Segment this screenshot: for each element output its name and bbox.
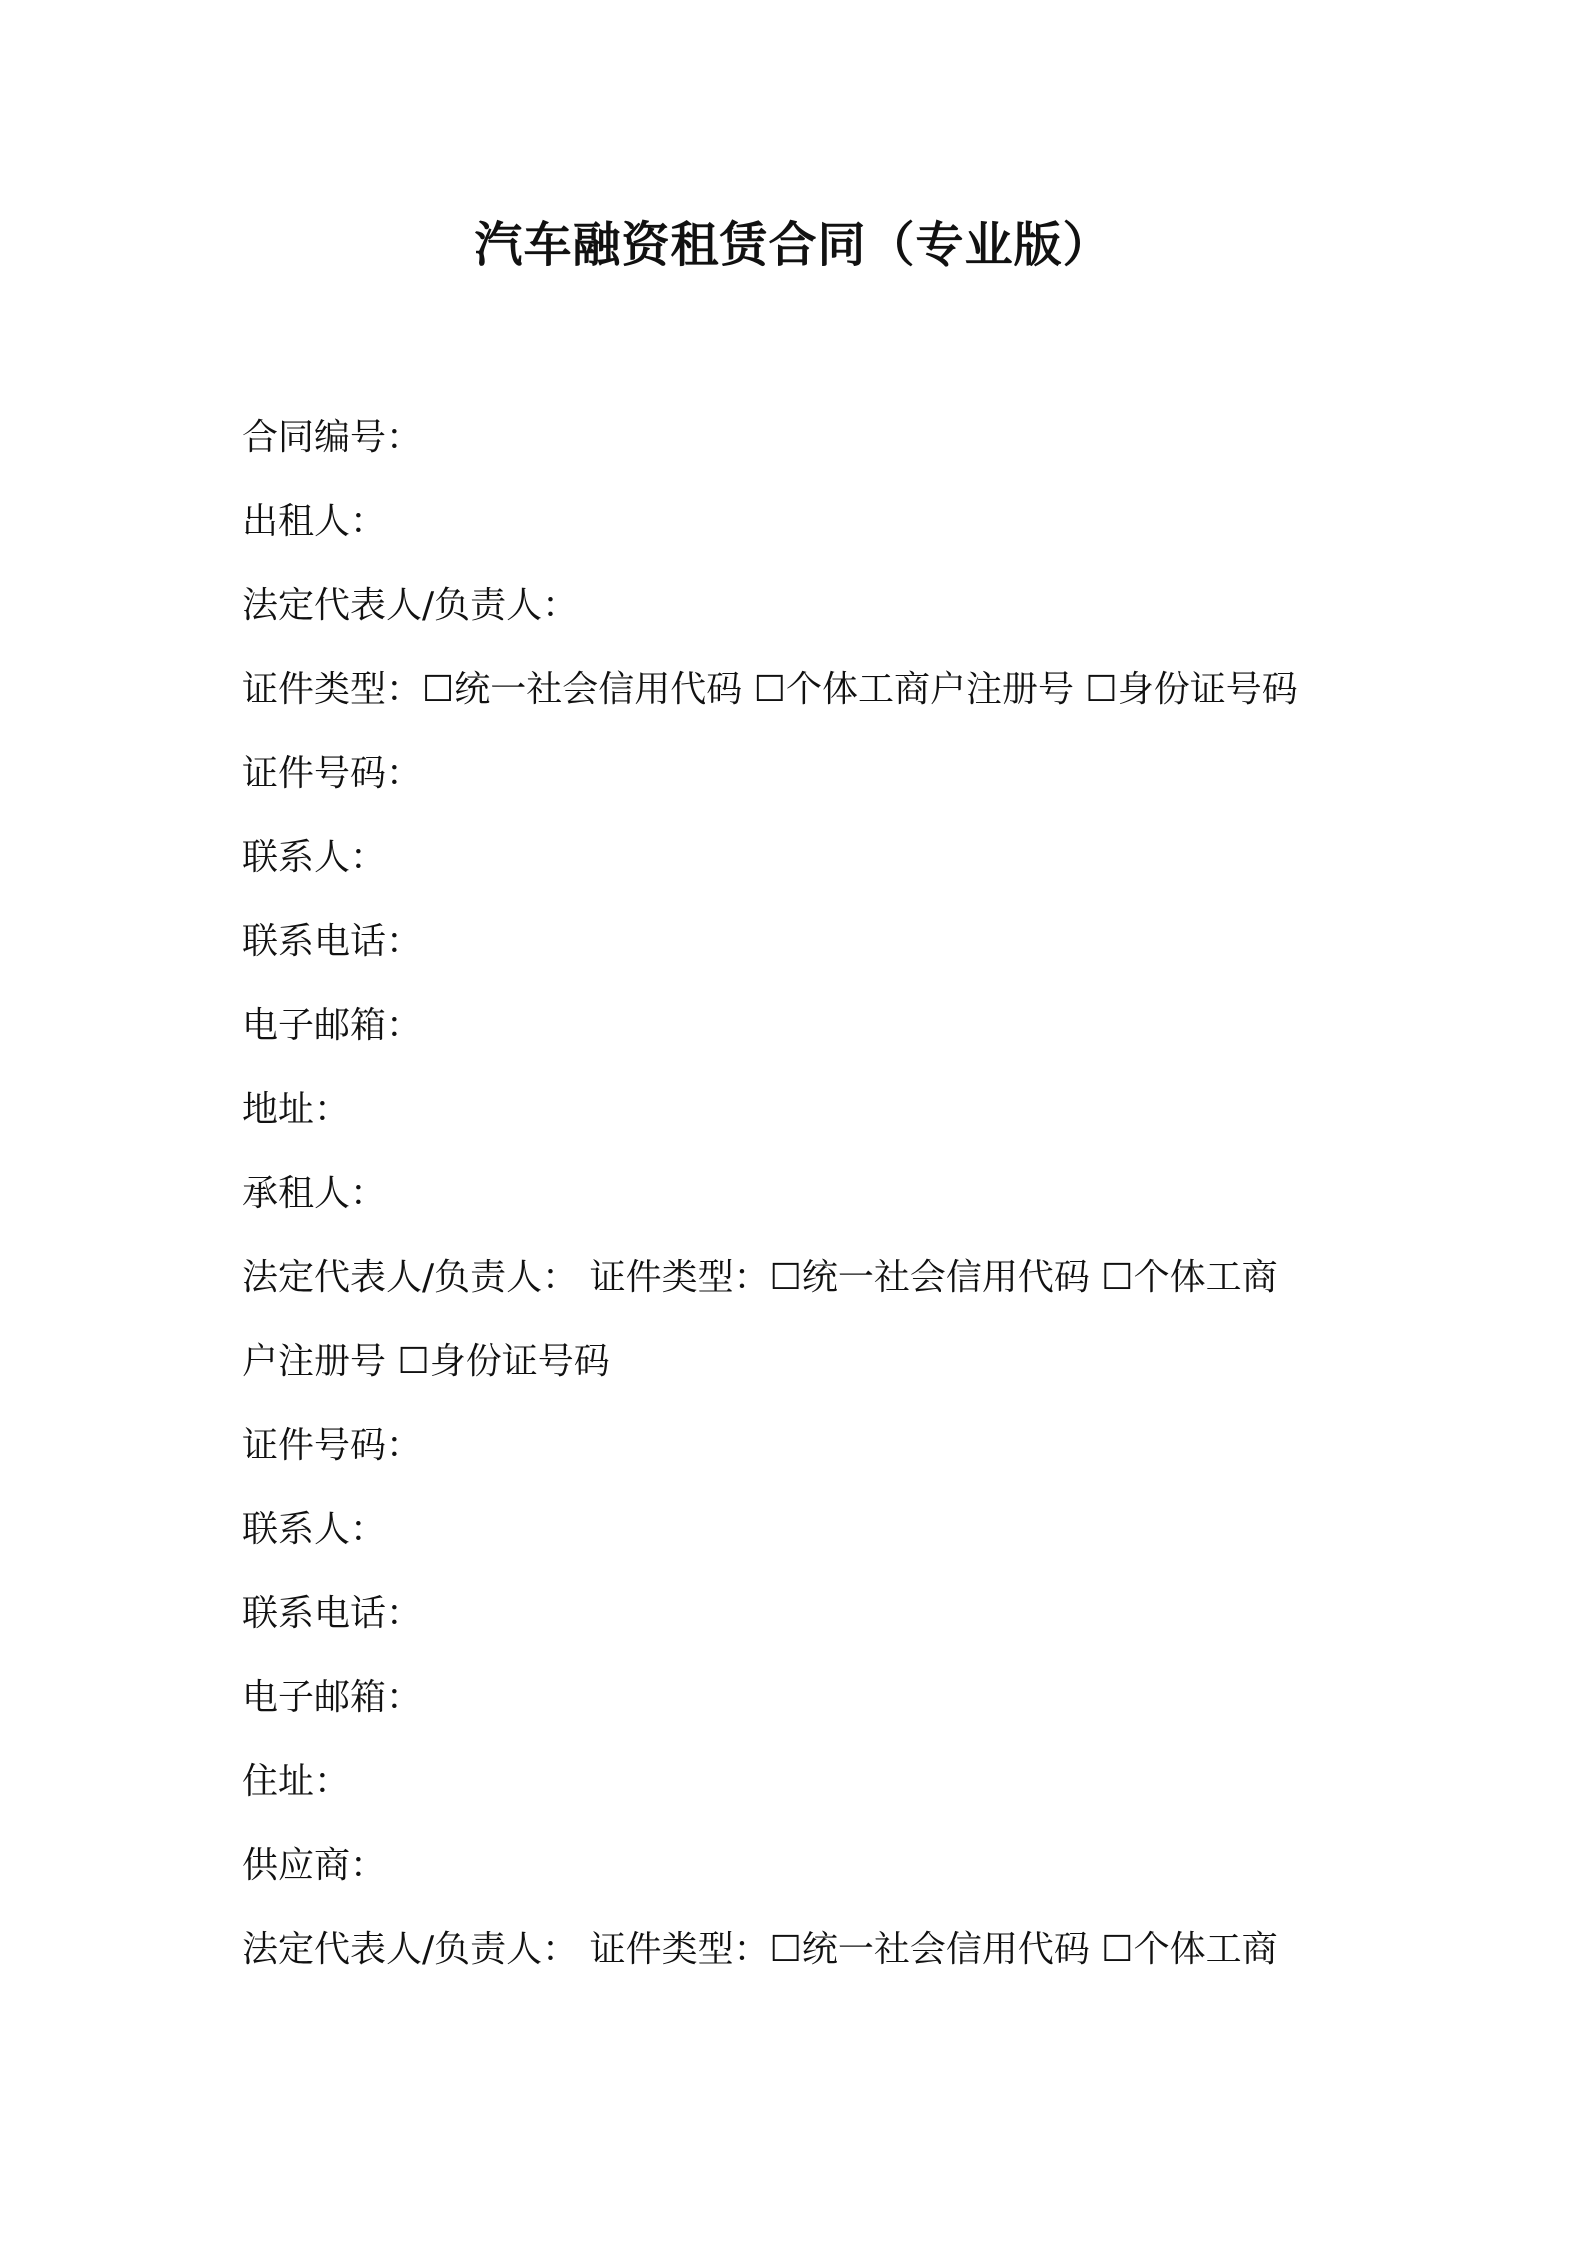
- field-lessee-legal-and-id-type: 法定代表人/负责人： 证件类型：☐统一社会信用代码 ☐个体工商: [242, 1257, 1278, 1298]
- document-title: 汽车融资租赁合同（专业版）: [474, 217, 1112, 273]
- field-lessor-phone: 联系电话：: [242, 921, 423, 962]
- document-body: [242, 408, 1362, 2004]
- field-lessor-legal-representative: 法定代表人/负责人：: [242, 585, 579, 626]
- field-lessee-id-number: 证件号码：: [242, 1425, 423, 1466]
- field-supplier: 供应商：: [242, 1845, 387, 1886]
- field-supplier-legal-and-id-type: 法定代表人/负责人： 证件类型：☐统一社会信用代码 ☐个体工商: [242, 1929, 1278, 1970]
- field-contract-number: 合同编号：: [242, 417, 423, 458]
- field-lessee-email: 电子邮箱：: [242, 1677, 423, 1718]
- field-lessor-id-number: 证件号码：: [242, 753, 423, 794]
- field-lessee: 承租人：: [242, 1173, 387, 1214]
- field-lessee-contact: 联系人：: [242, 1509, 387, 1550]
- field-lessor-id-type: 证件类型：☐统一社会信用代码 ☐个体工商户注册号 ☐身份证号码: [242, 669, 1298, 710]
- field-lessor-contact: 联系人：: [242, 837, 387, 878]
- field-lessee-residence: 住址：: [242, 1761, 351, 1802]
- field-lessor-address: 地址：: [242, 1089, 351, 1130]
- field-lessee-id-type-continued: 户注册号 ☐身份证号码: [242, 1341, 610, 1382]
- field-lessor-email: 电子邮箱：: [242, 1005, 423, 1046]
- field-lessor: 出租人：: [242, 501, 387, 542]
- field-lessee-phone: 联系电话：: [242, 1593, 423, 1634]
